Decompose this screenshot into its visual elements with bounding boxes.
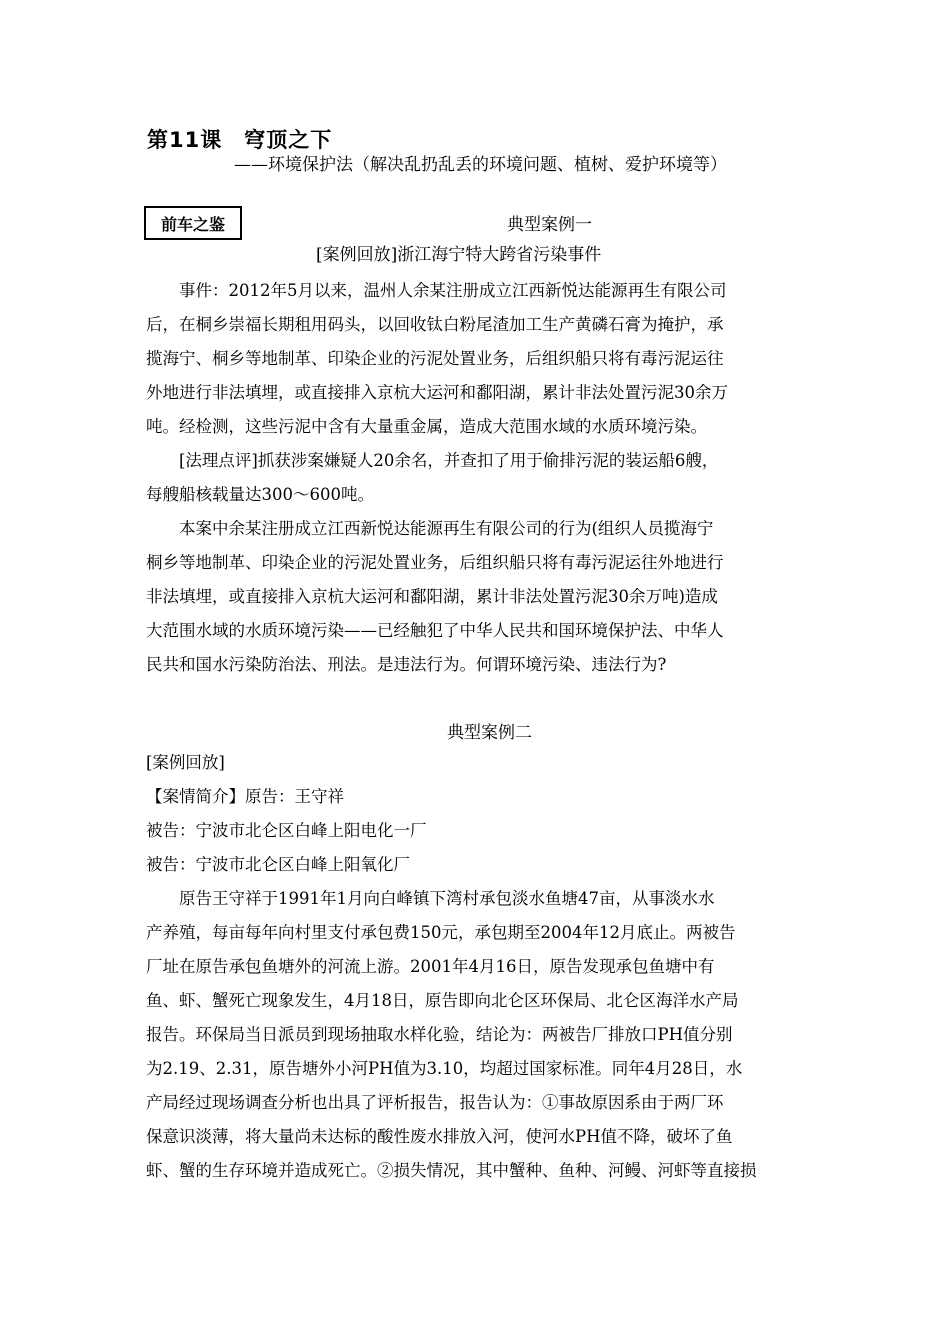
case2-heading: 典型案例二 bbox=[447, 723, 532, 743]
case2-defendant: 被告：宁波市北仑区白峰上阳氧化厂 bbox=[146, 855, 410, 874]
case2-line: 虾、蟹的生存环境并造成死亡。②损失情况，其中蟹种、鱼种、河鳗、河虾等直接损 bbox=[146, 1161, 757, 1180]
comment-line: 每艘船核载量达300～600吨。 bbox=[146, 485, 374, 504]
analysis-line: 本案中余某注册成立江西新悦达能源再生有限公司的行为(组织人员揽海宁 bbox=[179, 519, 714, 538]
case2-line: 厂址在原告承包鱼塘外的河流上游。2001年4月16日，原告发现承包鱼塘中有 bbox=[146, 957, 715, 976]
case1-body bbox=[146, 274, 811, 682]
event-line: 外地进行非法填埋，或直接排入京杭大运河和鄱阳湖，累计非法处置污泥30余万 bbox=[146, 383, 728, 402]
page-subtitle: ——环境保护法（解决乱扔乱丢的环境问题、植树、爱护环境等） bbox=[234, 155, 727, 175]
case2-line: 原告王守祥于1991年1月向白峰镇下湾村承包淡水鱼塘47亩，从事淡水水 bbox=[179, 889, 715, 908]
event-line: 事件：2012年5月以来，温州人余某注册成立江西新悦达能源再生有限公司 bbox=[179, 281, 727, 300]
case2-line: 产养殖，每亩每年向村里支付承包费150元，承包期至2004年12月底止。两被告 bbox=[146, 923, 736, 942]
lesson-topic: 穹顶之下 bbox=[244, 128, 333, 152]
case2-replay: [案例回放] bbox=[146, 753, 225, 772]
analysis-line: 大范围水域的水质环境污染——已经触犯了中华人民共和国环境保护法、中华人 bbox=[146, 621, 724, 640]
case2-line: 产局经过现场调查分析也出具了评析报告，报告认为：①事故原因系由于两厂环 bbox=[146, 1093, 724, 1112]
case2-defendant: 被告：宁波市北仑区白峰上阳电化一厂 bbox=[146, 821, 427, 840]
event-line: 揽海宁、桐乡等地制革、印染企业的污泥处置业务，后组织船只将有毒污泥运往 bbox=[146, 349, 724, 368]
case2-line: 保意识淡薄，将大量尚未达标的酸性废水排放入河，使河水PH值不降，破坏了鱼 bbox=[146, 1127, 733, 1146]
analysis-line: 民共和国水污染防治法、刑法。是违法行为。何谓环境污染、违法行为? bbox=[146, 655, 667, 674]
comment-line: [法理点评]抓获涉案嫌疑人20余名，并查扣了用于偷排污泥的装运船6艘， bbox=[179, 451, 719, 470]
case2-line: 报告。环保局当日派员到现场抽取水样化验，结论为：两被告厂排放口PH值分别 bbox=[146, 1025, 733, 1044]
case2-body bbox=[146, 746, 811, 1188]
case2-brief: 【案情简介】原告：王守祥 bbox=[146, 787, 344, 806]
event-line: 后，在桐乡崇福长期租用码头，以回收钛白粉尾渣加工生产黄磷石膏为掩护，承 bbox=[146, 315, 724, 334]
analysis-line: 非法填埋，或直接排入京杭大运河和鄱阳湖，累计非法处置污泥30余万吨)造成 bbox=[146, 587, 718, 606]
event-line: 吨。经检测，这些污泥中含有大量重金属，造成大范围水域的水质环境污染。 bbox=[146, 417, 707, 436]
case1-heading: 典型案例一 bbox=[507, 215, 592, 235]
lesson-number: 第11课 bbox=[147, 128, 223, 152]
case2-line: 为2.19、2.31，原告塘外小河PH值为3.10，均超过国家标准。同年4月28日，水 bbox=[146, 1059, 743, 1078]
case1-title: [案例回放]浙江海宁特大跨省污染事件 bbox=[316, 245, 602, 265]
section-box: 前车之鉴 bbox=[144, 206, 242, 240]
analysis-line: 桐乡等地制革、印染企业的污泥处置业务，后组织船只将有毒污泥运往外地进行 bbox=[146, 553, 724, 572]
case2-line: 鱼、虾、蟹死亡现象发生，4月18日，原告即向北仑区环保局、北仑区海洋水产局 bbox=[146, 991, 739, 1010]
